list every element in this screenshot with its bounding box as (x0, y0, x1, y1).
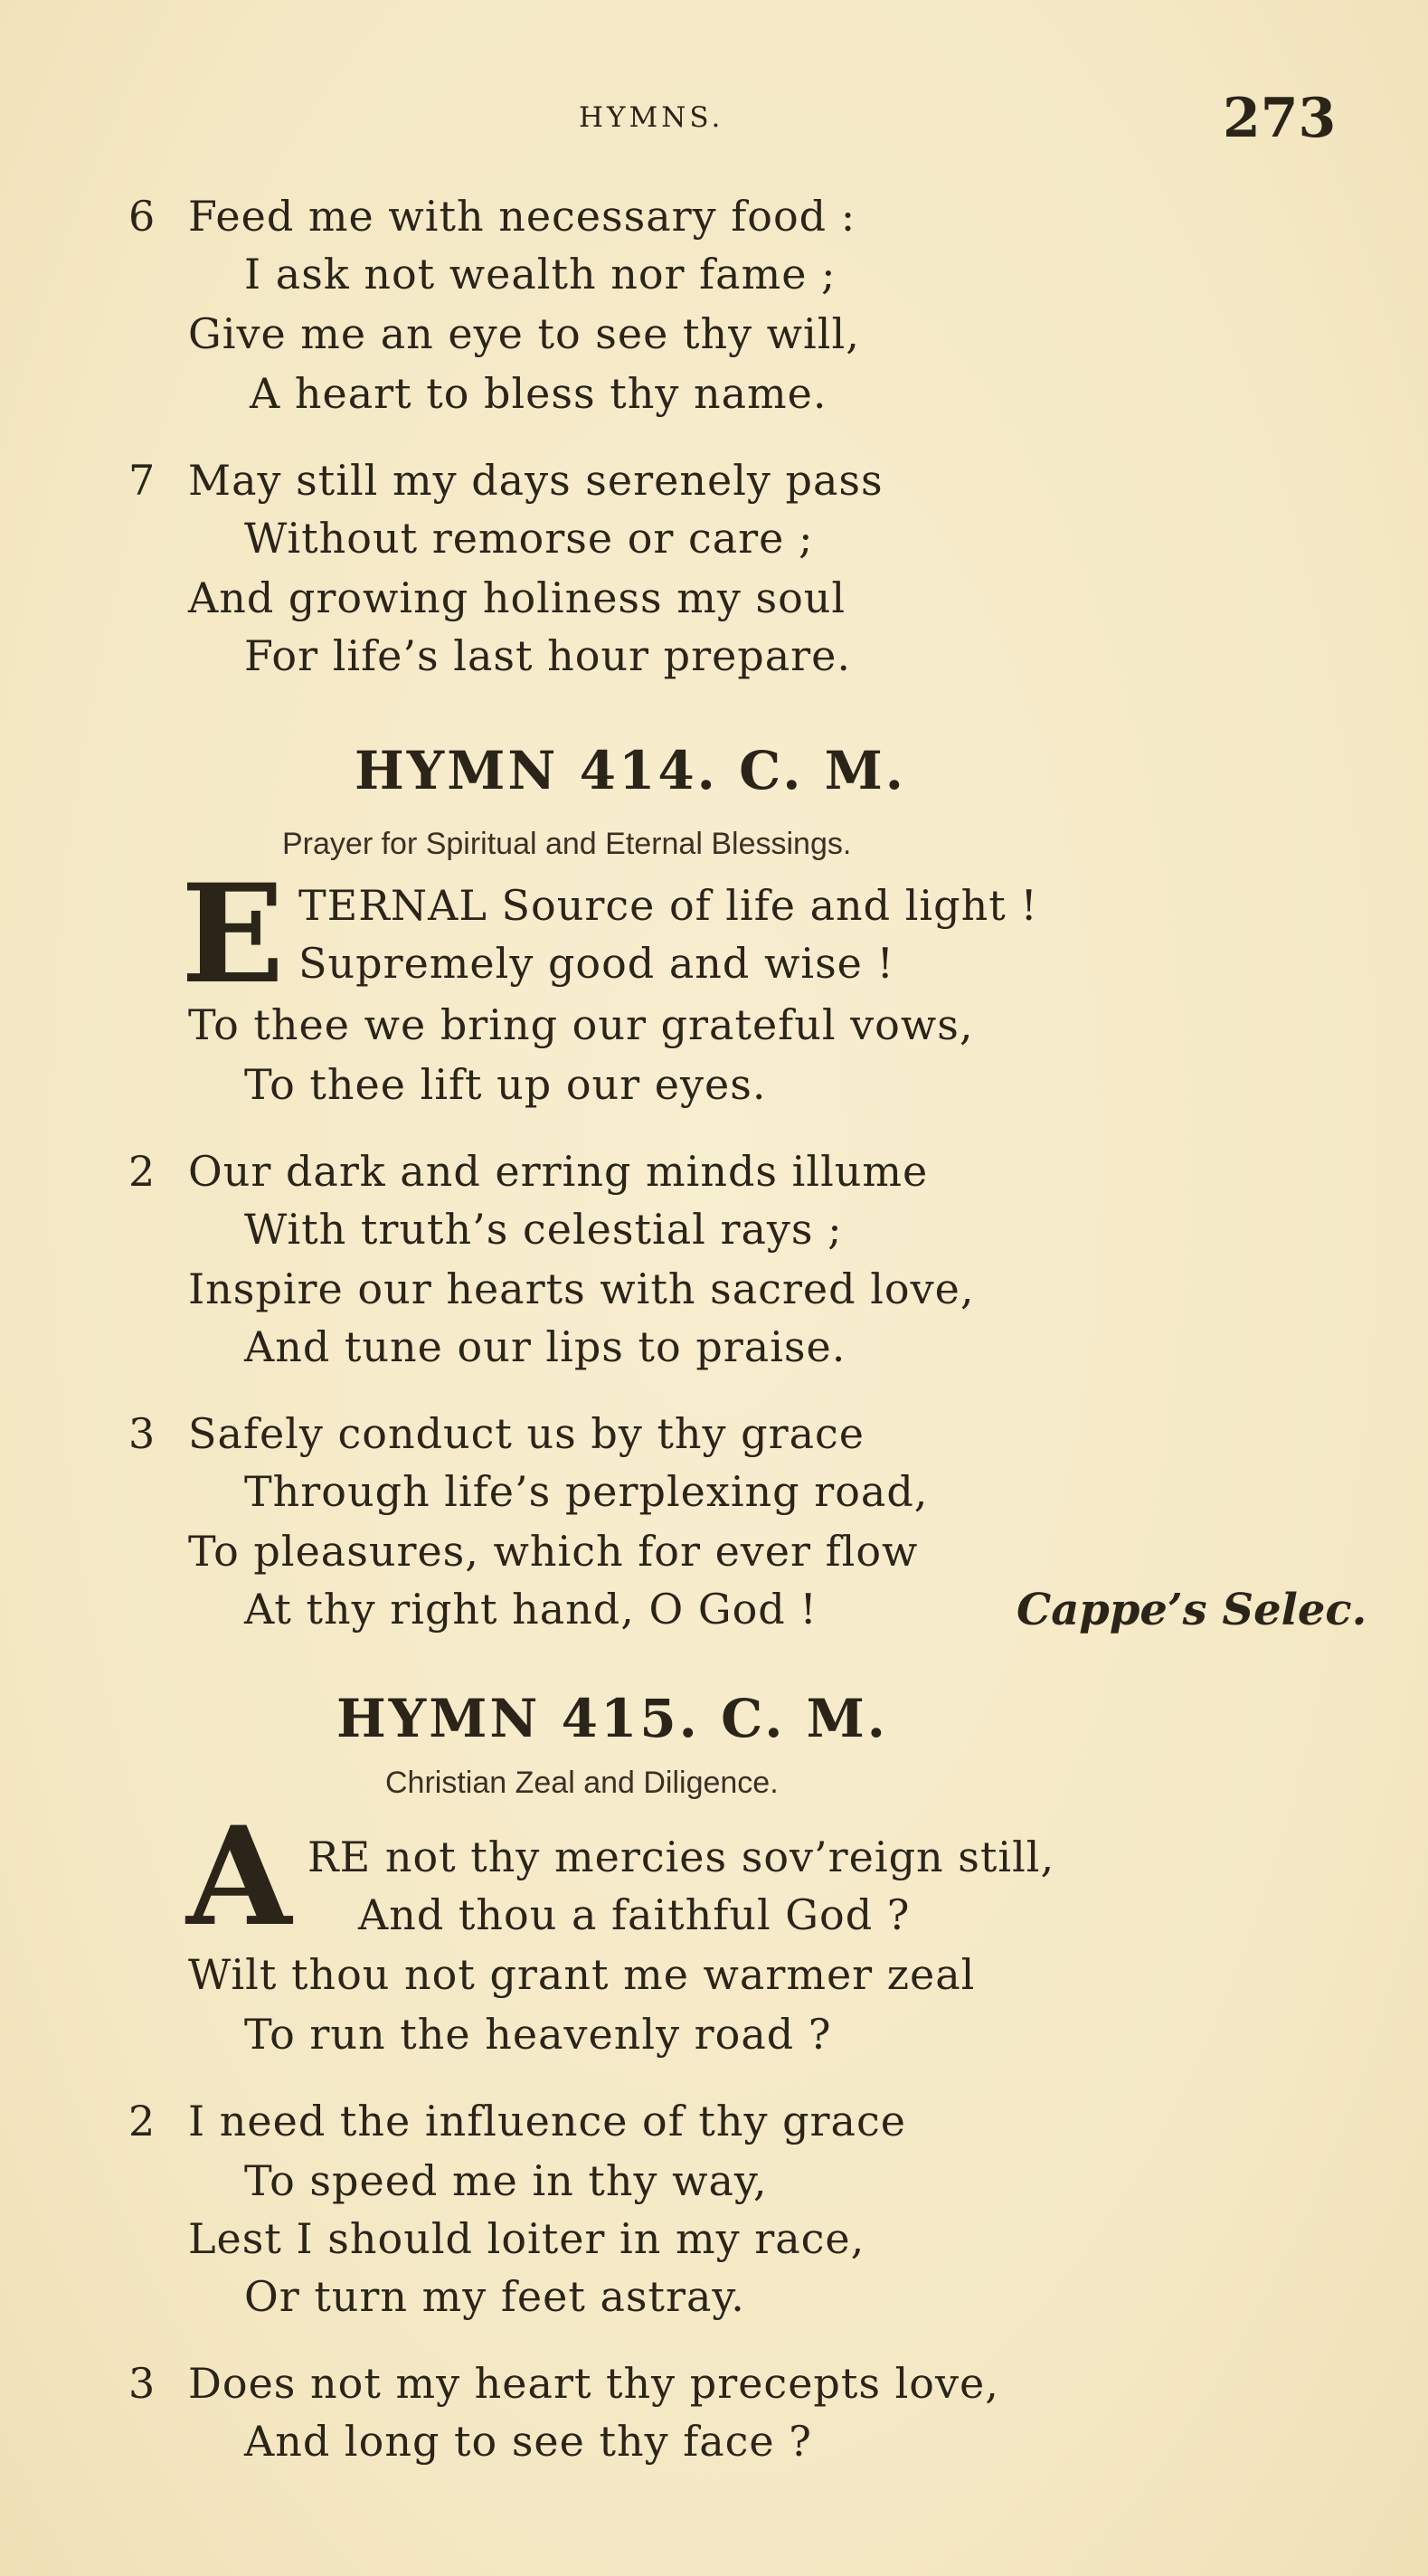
verse-line: And tune our lips to praise. (244, 1322, 846, 1371)
verse-line: And long to see thy face ? (244, 2417, 812, 2466)
verse-line: I need the influence of thy grace (188, 2097, 906, 2145)
verse-line: Or turn my feet astray. (244, 2272, 745, 2321)
verse-line: At thy right hand, O God ! (244, 1585, 818, 1634)
verse-line: TERNAL Source of life and light ! (298, 881, 1038, 930)
verse-line: Give me an eye to see thy will, (188, 309, 860, 358)
hymn-subtitle: Christian Zeal and Diligence. (385, 1766, 779, 1800)
attribution: Cappe’s Selec. (1017, 1585, 1367, 1635)
verse-line: Wilt thou not grant me warmer zeal (188, 1950, 976, 1999)
verse-line: And thou a faithful God ? (358, 1890, 911, 1939)
verse-number: 6 (128, 192, 156, 241)
verse-line: Does not my heart thy precepts love, (188, 2359, 999, 2408)
verse-line: To pleasures, which for ever flow (188, 1527, 919, 1576)
verse-number: 7 (128, 456, 156, 505)
running-head: HYMNS. (579, 101, 724, 134)
hymn-subtitle: Prayer for Spiritual and Eternal Blessings. (282, 827, 852, 861)
verse-line: Safely conduct us by thy grace (188, 1409, 865, 1458)
verse-line: Through life’s perplexing road, (244, 1467, 929, 1516)
verse-line: And growing holiness my soul (188, 573, 846, 622)
verse-line: Supremely good and wise ! (298, 939, 895, 988)
verse-line: May still my days serenely pass (188, 456, 884, 505)
verse-line: With truth’s celestial rays ; (244, 1205, 843, 1254)
verse-number: 2 (128, 1147, 156, 1196)
verse-line: To speed me in thy way, (244, 2156, 768, 2205)
verse-line: Feed me with necessary food : (188, 192, 856, 241)
verse-line: To run the heavenly road ? (244, 2010, 832, 2059)
verse-line: I ask not wealth nor fame ; (244, 250, 837, 298)
verse-line: Without remorse or care ; (244, 514, 814, 563)
drop-cap: E (181, 855, 285, 1014)
verse-number: 3 (128, 2359, 156, 2408)
verse-line: Lest I should loiter in my race, (188, 2214, 865, 2263)
verse-line: Inspire our hearts with sacred love, (188, 1264, 975, 1313)
hymn-heading: HYMN 414. C. M. (355, 740, 906, 801)
verse-line: Our dark and erring minds illume (188, 1147, 929, 1196)
verse-line: To thee lift up our eyes. (244, 1060, 767, 1109)
page-number: 273 (1223, 87, 1337, 150)
verse-line: To thee we bring our grateful vows, (188, 1000, 974, 1049)
verse-number: 3 (128, 1409, 156, 1458)
verse-line: A heart to bless thy name. (250, 369, 827, 418)
verse-line: RE not thy mercies sov’reign still, (307, 1833, 1055, 1881)
verse-line: For life’s last hour prepare. (244, 631, 852, 680)
drop-cap: A (186, 1797, 292, 1956)
verse-number: 2 (128, 2097, 156, 2145)
hymn-heading: HYMN 415. C. M. (336, 1688, 888, 1749)
